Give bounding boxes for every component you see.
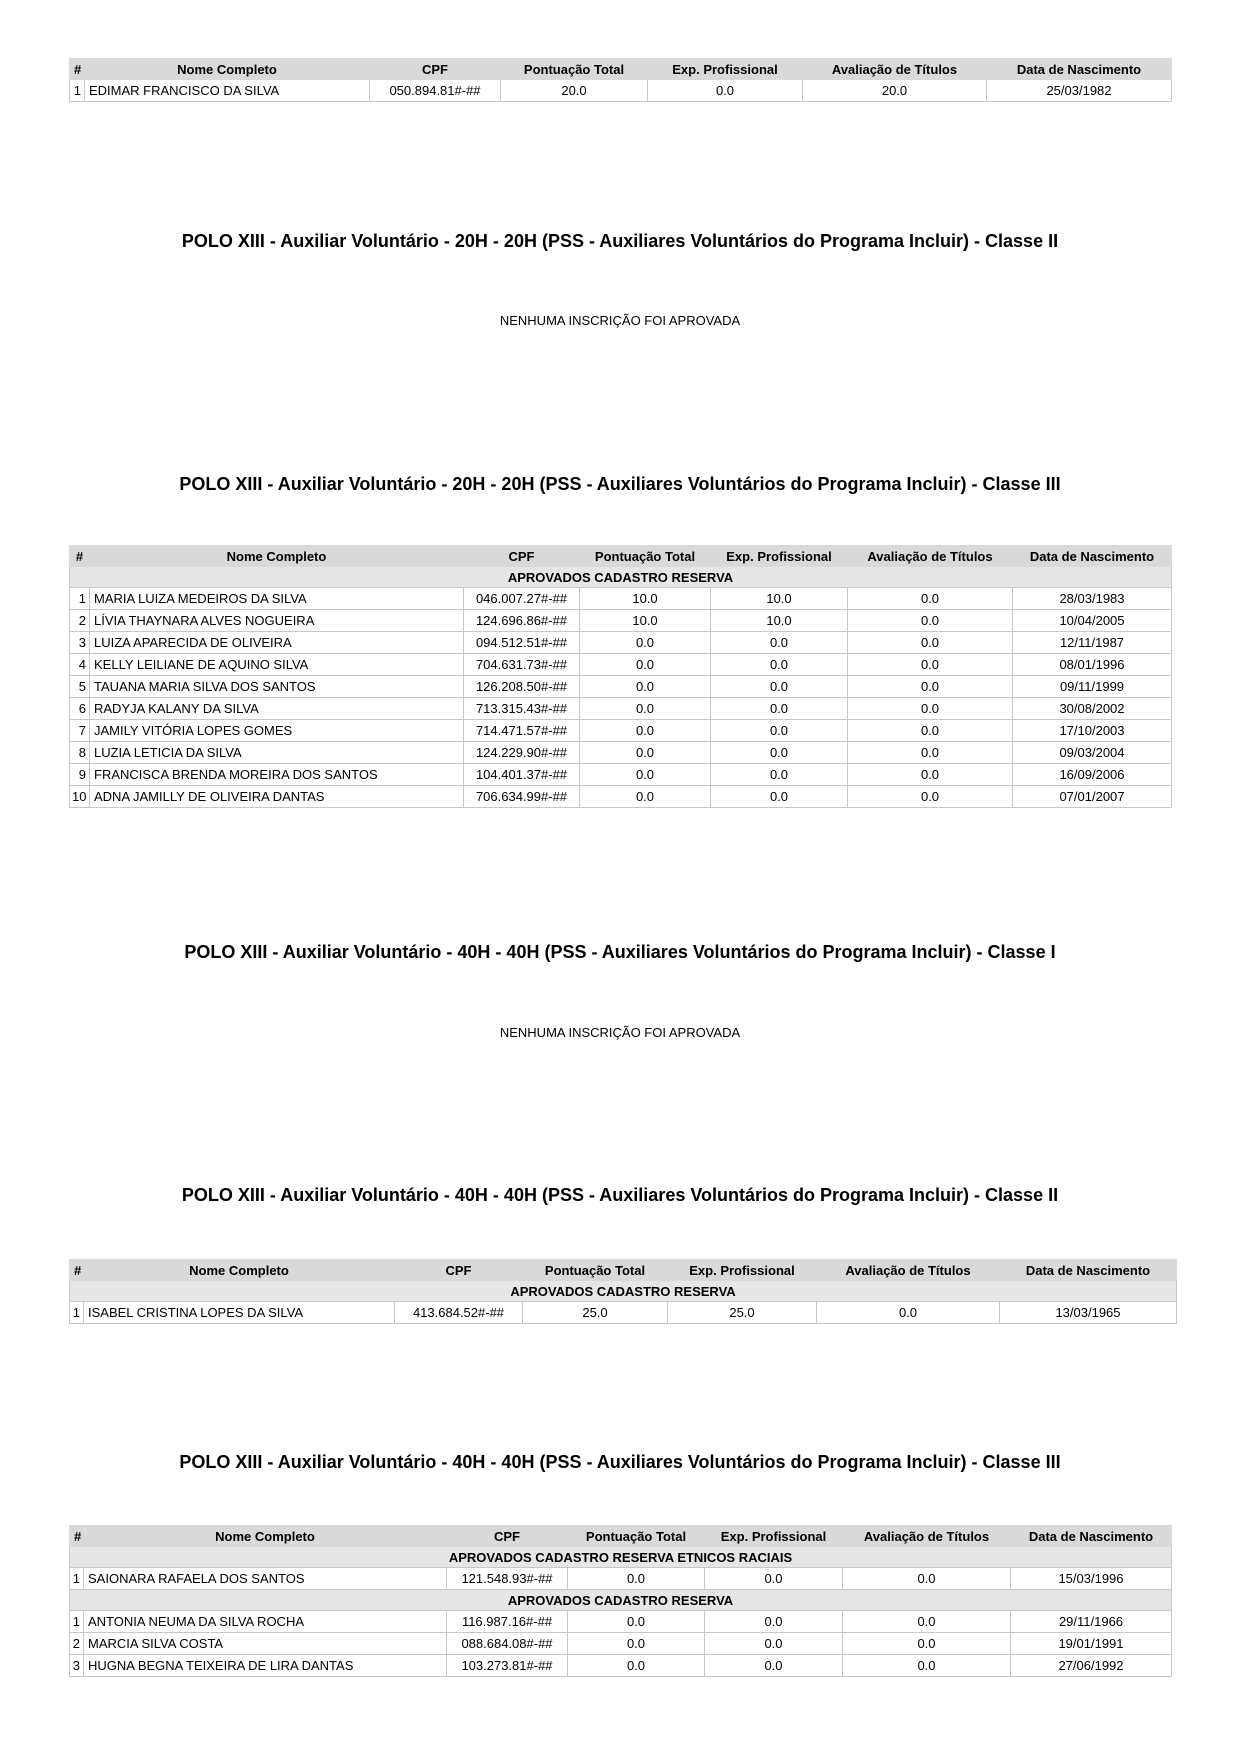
column-header: CPF [447, 1526, 568, 1547]
column-header: Exp. Profissional [668, 1260, 817, 1281]
titles-score-cell: 0.0 [843, 1611, 1011, 1633]
experience-score-cell: 25.0 [668, 1302, 817, 1324]
experience-score-cell: 0.0 [711, 698, 848, 720]
experience-score-cell: 0.0 [705, 1611, 843, 1633]
titles-score-cell: 0.0 [848, 676, 1013, 698]
column-header: # [70, 546, 90, 567]
experience-score-cell: 0.0 [711, 676, 848, 698]
table-row [70, 698, 1172, 720]
results-table [69, 1259, 1177, 1324]
birth-date-cell: 12/11/1987 [1013, 632, 1172, 654]
candidate-name-cell: KELLY LEILIANE DE AQUINO SILVA [90, 654, 464, 676]
candidate-name-cell: HUGNA BEGNA TEIXEIRA DE LIRA DANTAS [84, 1655, 447, 1677]
birth-date-cell: 17/10/2003 [1013, 720, 1172, 742]
rank-cell: 7 [70, 720, 90, 742]
titles-score-cell: 0.0 [817, 1302, 1000, 1324]
group-label: APROVADOS CADASTRO RESERVA [70, 1281, 1177, 1302]
rank-cell: 9 [70, 764, 90, 786]
section-title: POLO XIII - Auxiliar Voluntário - 20H - 20H (PSS - Auxiliares Voluntários do Programa Incluir) - Classe II [181, 231, 1059, 251]
total-score-cell: 0.0 [580, 742, 711, 764]
column-header: CPF [464, 546, 580, 567]
column-header: Data de Nascimento [1000, 1260, 1177, 1281]
cpf-cell: 103.273.81#-## [447, 1655, 568, 1677]
column-header: Avaliação de Títulos [848, 546, 1013, 567]
cpf-cell: 126.208.50#-## [464, 676, 580, 698]
birth-date-cell: 13/03/1965 [1000, 1302, 1177, 1324]
titles-score-cell: 0.0 [843, 1568, 1011, 1590]
birth-date-cell: 09/11/1999 [1013, 676, 1172, 698]
total-score-cell: 0.0 [580, 720, 711, 742]
cpf-cell: 121.548.93#-## [447, 1568, 568, 1590]
table-row [70, 764, 1172, 786]
table-row [70, 1302, 1177, 1324]
total-score-cell: 0.0 [580, 676, 711, 698]
column-header: CPF [395, 1260, 523, 1281]
table-row [70, 1633, 1172, 1655]
experience-score-cell: 0.0 [711, 654, 848, 676]
rank-cell: 1 [70, 1568, 84, 1590]
table-row [70, 632, 1172, 654]
column-header: # [70, 1526, 84, 1547]
rank-cell: 6 [70, 698, 90, 720]
section-title: POLO XIII - Auxiliar Voluntário - 40H - 40H (PSS - Auxiliares Voluntários do Programa Incluir) - Classe III [179, 1452, 1061, 1472]
group-label: APROVADOS CADASTRO RESERVA ETNICOS RACIAIS [70, 1547, 1172, 1568]
rank-cell: 8 [70, 742, 90, 764]
column-header: Exp. Profissional [711, 546, 848, 567]
candidate-name-cell: SAIONARA RAFAELA DOS SANTOS [84, 1568, 447, 1590]
experience-score-cell: 0.0 [711, 742, 848, 764]
column-header: Nome Completo [84, 1526, 447, 1547]
cpf-cell: 124.229.90#-## [464, 742, 580, 764]
rank-cell: 1 [70, 1302, 84, 1324]
titles-score-cell: 0.0 [848, 632, 1013, 654]
cpf-cell: 094.512.51#-## [464, 632, 580, 654]
candidate-name-cell: LÍVIA THAYNARA ALVES NOGUEIRA [90, 610, 464, 632]
experience-score-cell: 0.0 [711, 720, 848, 742]
experience-score-cell: 10.0 [711, 610, 848, 632]
header-row [70, 1260, 1177, 1281]
column-header: Avaliação de Títulos [803, 59, 987, 80]
candidate-name-cell: FRANCISCA BRENDA MOREIRA DOS SANTOS [90, 764, 464, 786]
candidate-name-cell: JAMILY VITÓRIA LOPES GOMES [90, 720, 464, 742]
column-header: Data de Nascimento [987, 59, 1172, 80]
rank-cell: 3 [70, 632, 90, 654]
titles-score-cell: 0.0 [848, 786, 1013, 808]
group-row [70, 1547, 1172, 1568]
rank-cell: 10 [70, 786, 90, 808]
empty-notice: NENHUMA INSCRIÇÃO FOI APROVADA [499, 313, 741, 328]
titles-score-cell: 0.0 [848, 720, 1013, 742]
rank-cell: 2 [70, 610, 90, 632]
rank-cell: 1 [70, 80, 85, 102]
column-header: # [70, 1260, 84, 1281]
birth-date-cell: 09/03/2004 [1013, 742, 1172, 764]
column-header: Exp. Profissional [648, 59, 803, 80]
total-score-cell: 0.0 [568, 1633, 705, 1655]
rank-cell: 4 [70, 654, 90, 676]
column-header: Pontuação Total [501, 59, 648, 80]
table-row [70, 786, 1172, 808]
rank-cell: 5 [70, 676, 90, 698]
experience-score-cell: 0.0 [711, 764, 848, 786]
birth-date-cell: 29/11/1966 [1011, 1611, 1172, 1633]
total-score-cell: 0.0 [568, 1568, 705, 1590]
column-header: Data de Nascimento [1011, 1526, 1172, 1547]
birth-date-cell: 15/03/1996 [1011, 1568, 1172, 1590]
titles-score-cell: 20.0 [803, 80, 987, 102]
group-label: APROVADOS CADASTRO RESERVA [70, 1590, 1172, 1611]
total-score-cell: 10.0 [580, 610, 711, 632]
table-row [70, 588, 1172, 610]
table-row [70, 1568, 1172, 1590]
table-header [70, 59, 1172, 80]
birth-date-cell: 10/04/2005 [1013, 610, 1172, 632]
candidate-name-cell: ADNA JAMILLY DE OLIVEIRA DANTAS [90, 786, 464, 808]
titles-score-cell: 0.0 [848, 588, 1013, 610]
birth-date-cell: 27/06/1992 [1011, 1655, 1172, 1677]
header-row [70, 1526, 1172, 1547]
column-header: Data de Nascimento [1013, 546, 1172, 567]
cpf-cell: 088.684.08#-## [447, 1633, 568, 1655]
table-row [70, 654, 1172, 676]
cpf-cell: 713.315.43#-## [464, 698, 580, 720]
group-row [70, 1281, 1177, 1302]
cpf-cell: 706.634.99#-## [464, 786, 580, 808]
rank-cell: 2 [70, 1633, 84, 1655]
header-row [70, 546, 1172, 567]
birth-date-cell: 19/01/1991 [1011, 1633, 1172, 1655]
cpf-cell: 104.401.37#-## [464, 764, 580, 786]
candidate-name-cell: ISABEL CRISTINA LOPES DA SILVA [84, 1302, 395, 1324]
results-table-top [69, 58, 1172, 102]
column-header: CPF [370, 59, 501, 80]
titles-score-cell: 0.0 [843, 1633, 1011, 1655]
rank-cell: 1 [70, 588, 90, 610]
candidate-name-cell: LUIZA APARECIDA DE OLIVEIRA [90, 632, 464, 654]
birth-date-cell: 16/09/2006 [1013, 764, 1172, 786]
experience-score-cell: 10.0 [711, 588, 848, 610]
column-header: Pontuação Total [580, 546, 711, 567]
titles-score-cell: 0.0 [848, 610, 1013, 632]
experience-score-cell: 0.0 [648, 80, 803, 102]
cpf-cell: 046.007.27#-## [464, 588, 580, 610]
total-score-cell: 0.0 [580, 764, 711, 786]
total-score-cell: 0.0 [568, 1611, 705, 1633]
experience-score-cell: 0.0 [705, 1568, 843, 1590]
header-row [70, 59, 1172, 80]
candidate-name-cell: LUZIA LETICIA DA SILVA [90, 742, 464, 764]
cpf-cell: 050.894.81#-## [370, 80, 501, 102]
table-header [70, 1260, 1177, 1281]
titles-score-cell: 0.0 [848, 698, 1013, 720]
empty-notice: NENHUMA INSCRIÇÃO FOI APROVADA [499, 1025, 741, 1040]
table-body [70, 567, 1172, 808]
group-row [70, 1590, 1172, 1611]
table-row [70, 676, 1172, 698]
column-header: Nome Completo [90, 546, 464, 567]
column-header: Pontuação Total [523, 1260, 668, 1281]
group-row [70, 567, 1172, 588]
table-body [70, 1281, 1177, 1324]
titles-score-cell: 0.0 [843, 1655, 1011, 1677]
table-row [70, 1655, 1172, 1677]
column-header: # [70, 59, 85, 80]
total-score-cell: 0.0 [580, 654, 711, 676]
candidate-name-cell: RADYJA KALANY DA SILVA [90, 698, 464, 720]
candidate-name-cell: EDIMAR FRANCISCO DA SILVA [85, 80, 370, 102]
cpf-cell: 413.684.52#-## [395, 1302, 523, 1324]
column-header: Pontuação Total [568, 1526, 705, 1547]
titles-score-cell: 0.0 [848, 742, 1013, 764]
total-score-cell: 0.0 [580, 632, 711, 654]
titles-score-cell: 0.0 [848, 764, 1013, 786]
table-header [70, 1526, 1172, 1547]
column-header: Nome Completo [85, 59, 370, 80]
experience-score-cell: 0.0 [705, 1655, 843, 1677]
birth-date-cell: 28/03/1983 [1013, 588, 1172, 610]
cpf-cell: 124.696.86#-## [464, 610, 580, 632]
column-header: Exp. Profissional [705, 1526, 843, 1547]
table-row [70, 80, 1172, 102]
table-body [70, 80, 1172, 102]
birth-date-cell: 08/01/1996 [1013, 654, 1172, 676]
candidate-name-cell: ANTONIA NEUMA DA SILVA ROCHA [84, 1611, 447, 1633]
birth-date-cell: 25/03/1982 [987, 80, 1172, 102]
results-table [69, 545, 1172, 808]
table-row [70, 720, 1172, 742]
total-score-cell: 10.0 [580, 588, 711, 610]
cpf-cell: 704.631.73#-## [464, 654, 580, 676]
experience-score-cell: 0.0 [711, 632, 848, 654]
section-title: POLO XIII - Auxiliar Voluntário - 40H - 40H (PSS - Auxiliares Voluntários do Programa Incluir) - Classe I [184, 942, 1056, 962]
table-row [70, 610, 1172, 632]
experience-score-cell: 0.0 [711, 786, 848, 808]
candidate-name-cell: TAUANA MARIA SILVA DOS SANTOS [90, 676, 464, 698]
total-score-cell: 0.0 [580, 698, 711, 720]
section-title: POLO XIII - Auxiliar Voluntário - 20H - 20H (PSS - Auxiliares Voluntários do Programa Incluir) - Classe III [179, 474, 1061, 494]
total-score-cell: 25.0 [523, 1302, 668, 1324]
rank-cell: 1 [70, 1611, 84, 1633]
column-header: Avaliação de Títulos [817, 1260, 1000, 1281]
table-row [70, 742, 1172, 764]
cpf-cell: 714.471.57#-## [464, 720, 580, 742]
total-score-cell: 20.0 [501, 80, 648, 102]
birth-date-cell: 30/08/2002 [1013, 698, 1172, 720]
experience-score-cell: 0.0 [705, 1633, 843, 1655]
candidate-name-cell: MARCIA SILVA COSTA [84, 1633, 447, 1655]
cpf-cell: 116.987.16#-## [447, 1611, 568, 1633]
birth-date-cell: 07/01/2007 [1013, 786, 1172, 808]
table-body [70, 1547, 1172, 1590]
candidate-name-cell: MARIA LUIZA MEDEIROS DA SILVA [90, 588, 464, 610]
column-header: Avaliação de Títulos [843, 1526, 1011, 1547]
section-title: POLO XIII - Auxiliar Voluntário - 40H - 40H (PSS - Auxiliares Voluntários do Programa Incluir) - Classe II [181, 1185, 1059, 1205]
rank-cell: 3 [70, 1655, 84, 1677]
table-body [70, 1590, 1172, 1677]
group-label: APROVADOS CADASTRO RESERVA [70, 567, 1172, 588]
total-score-cell: 0.0 [580, 786, 711, 808]
table-header [70, 546, 1172, 567]
table-row [70, 1611, 1172, 1633]
total-score-cell: 0.0 [568, 1655, 705, 1677]
titles-score-cell: 0.0 [848, 654, 1013, 676]
results-table [69, 1525, 1172, 1677]
column-header: Nome Completo [84, 1260, 395, 1281]
